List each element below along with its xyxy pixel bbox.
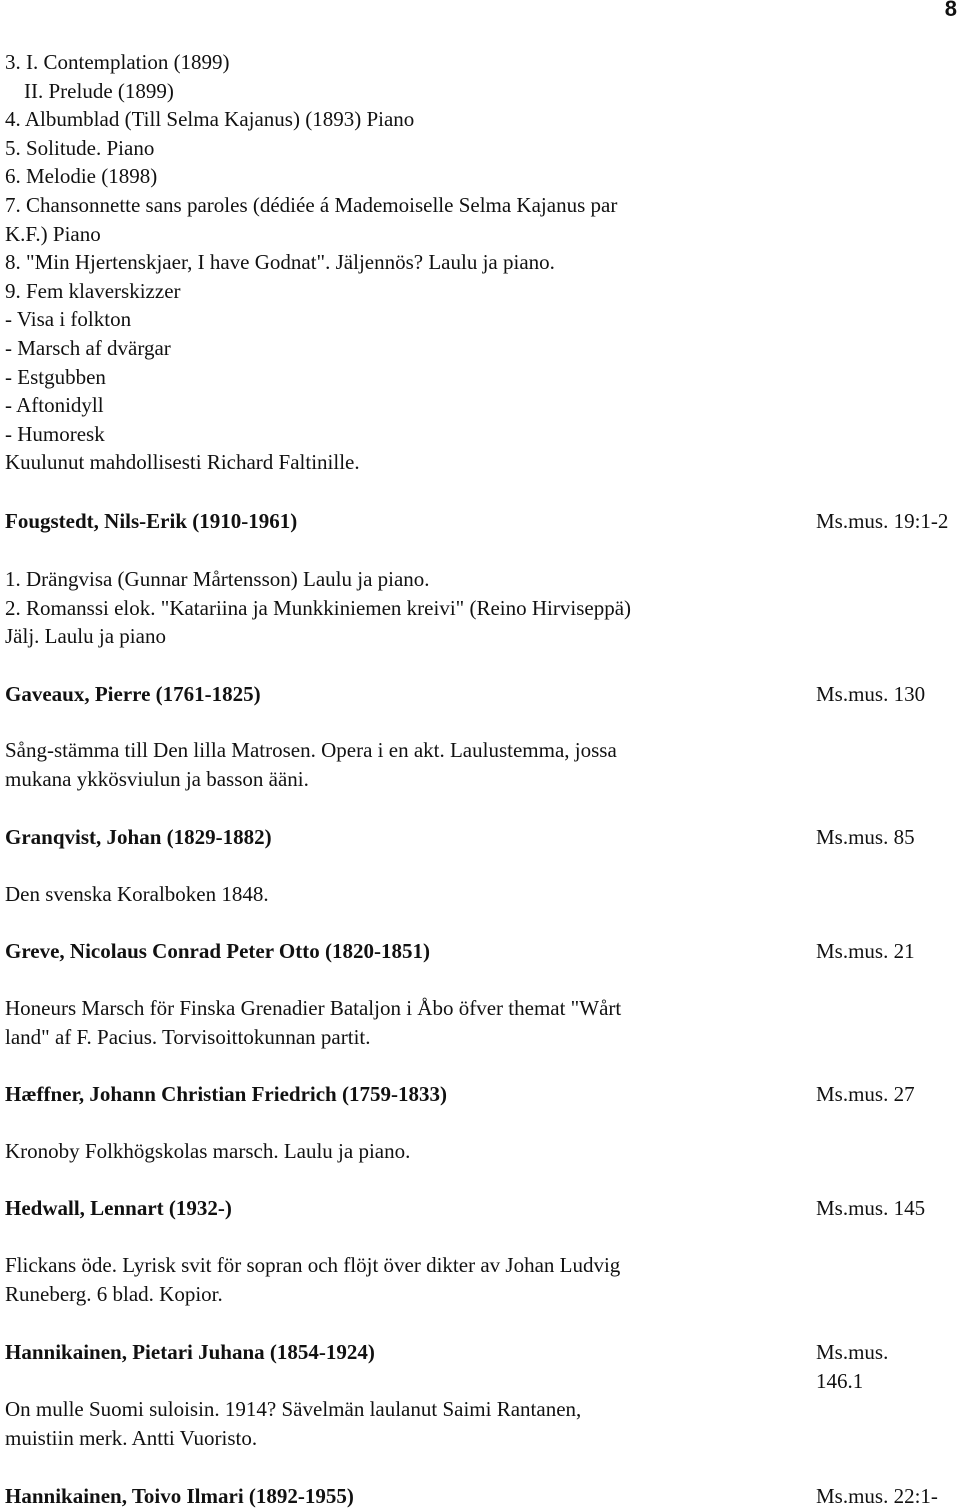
entry-description: [5, 565, 765, 651]
description-line: Sång-stämma till Den lilla Matrosen. Opera i en akt. Laulustemma, jossa: [5, 738, 617, 762]
description-line: Flickans öde. Lyrisk svit för sopran och flöjt över dikter av Johan Ludvig: [5, 1253, 621, 1277]
entry-description: [5, 880, 765, 909]
shelfmark: Ms.mus. 146.1: [816, 1340, 889, 1393]
entry-description: [5, 1137, 765, 1166]
description-line: muistiin merk. Antti Vuoristo.: [5, 1425, 258, 1450]
list-item: - Visa i folkton: [5, 307, 132, 332]
list-item: 4. Albumblad (Till Selma Kajanus) (1893) Piano: [5, 107, 415, 132]
list-item: 6. Melodie (1898): [5, 164, 158, 189]
list-item: - Estgubben: [5, 364, 106, 389]
list-item: - Aftonidyll: [5, 393, 104, 418]
description-line: 2. Romanssi elok. "Katariina ja Munkkiniemen kreivi" (Reino Hirviseppä): [5, 595, 632, 620]
list-item: K.F.) Piano: [5, 221, 101, 246]
description-line: On mulle Suomi suloisin. 1914? Sävelmän laulanut Saimi Rantanen,: [5, 1397, 582, 1421]
list-item: 9. Fem klaverskizzer: [5, 278, 181, 303]
description-line: Runeberg. 6 blad. Kopior.: [5, 1281, 223, 1306]
composer-heading: Greve, Nicolaus Conrad Peter Otto (1820-1851): [5, 939, 430, 963]
list-item: 5. Solitude. Piano: [5, 135, 155, 160]
shelfmark: Ms.mus. 145: [816, 1196, 926, 1220]
list-item: - Marsch af dvärgar: [5, 335, 171, 360]
entry-description: [5, 1395, 765, 1452]
composer-heading: Hannikainen, Pietari Juhana (1854-1924): [5, 1340, 375, 1364]
shelfmark: Ms.mus. 85: [816, 825, 915, 849]
description-line: Kronoby Folkhögskolas marsch. Laulu ja piano.: [5, 1139, 411, 1163]
shelfmark: Ms.mus. 130: [816, 682, 926, 706]
description-line: Den svenska Koralboken 1848.: [5, 882, 269, 906]
list-item: 3. I. Contemplation (1899): [5, 50, 230, 74]
shelfmark: Ms.mus. 19:1-2: [816, 509, 949, 533]
entry-description: [5, 994, 765, 1051]
list-item: - Humoresk: [5, 421, 105, 446]
page-number: 8: [944, 0, 957, 21]
description-line: Honeurs Marsch för Finska Grenadier Bataljon i Åbo öfver themat "Wårt: [5, 996, 622, 1020]
composer-heading: Hannikainen, Toivo Ilmari (1892-1955): [5, 1484, 354, 1508]
composer-heading: Hedwall, Lennart (1932-): [5, 1196, 232, 1220]
work-list: [5, 48, 765, 477]
list-item: 8. "Min Hjertenskjaer, I have Godnat". Jäljennös? Laulu ja piano.: [5, 250, 555, 275]
composer-heading: Gaveaux, Pierre (1761-1825): [5, 682, 261, 706]
list-item: Kuulunut mahdollisesti Richard Faltinille.: [5, 450, 360, 475]
description-line: Jälj. Laulu ja piano: [5, 624, 166, 649]
entry-description: [5, 736, 765, 793]
shelfmark: Ms.mus. 21: [816, 939, 915, 963]
description-line: land" af F. Pacius. Torvisoittokunnan partit.: [5, 1024, 371, 1049]
composer-heading: Fougstedt, Nils-Erik (1910-1961): [5, 509, 298, 533]
shelfmark: Ms.mus. 27: [816, 1082, 915, 1106]
entry-description: [5, 1251, 765, 1308]
description-line: mukana ykkösviulun ja basson ääni.: [5, 766, 309, 791]
shelfmark: Ms.mus. 22:1-: [816, 1484, 938, 1508]
list-item: II. Prelude (1899): [24, 78, 174, 103]
composer-heading: Hæffner, Johann Christian Friedrich (1759-1833): [5, 1082, 447, 1106]
list-item: 7. Chansonnette sans paroles (dédiée á Mademoiselle Selma Kajanus par: [5, 192, 618, 217]
composer-heading: Granqvist, Johan (1829-1882): [5, 825, 272, 849]
description-line: 1. Drängvisa (Gunnar Mårtensson) Laulu ja piano.: [5, 567, 430, 591]
